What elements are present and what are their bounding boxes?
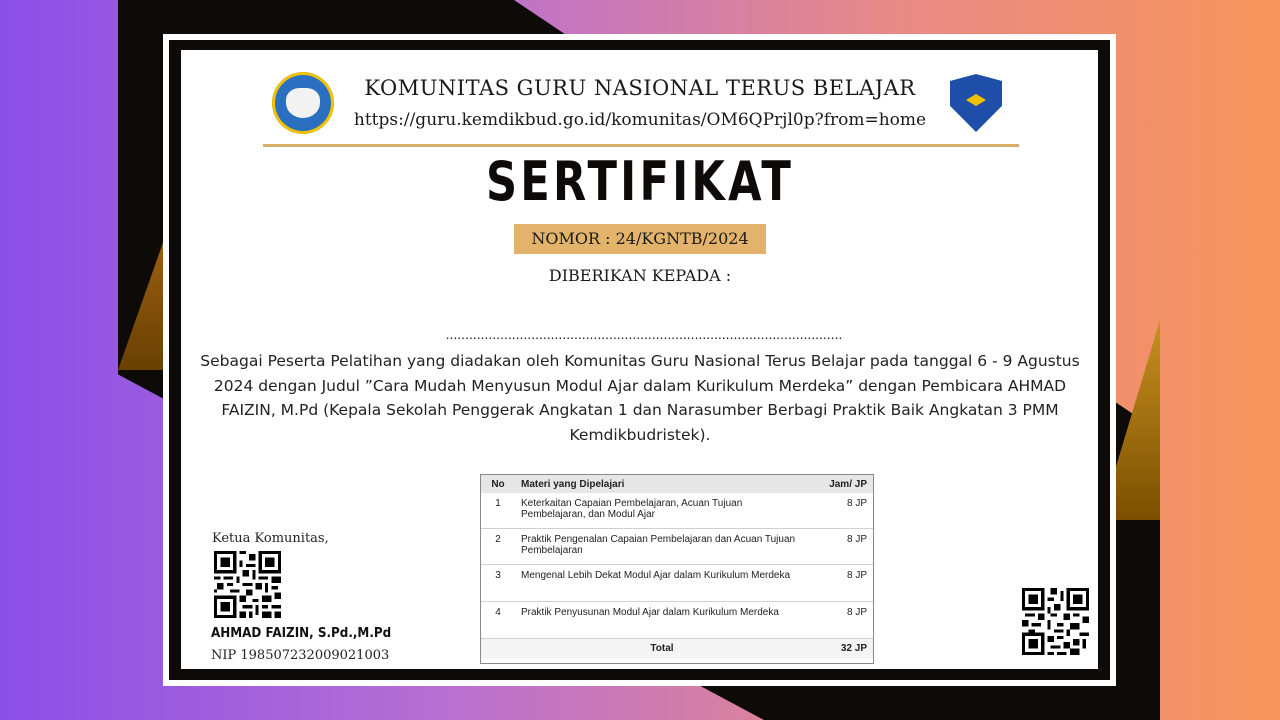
row-materi: Praktik Pengenalan Capaian Pembelajaran dan Acuan Tujuan Pembelajaran xyxy=(515,529,809,565)
total-value: 32 JP xyxy=(809,639,873,659)
row-no: 4 xyxy=(481,602,515,639)
table-row xyxy=(481,493,873,529)
certificate-title: SERTIFIKAT xyxy=(485,150,795,213)
header-jp: Jam/ JP xyxy=(809,475,873,493)
org-name: KOMUNITAS GURU NASIONAL TERUS BELAJAR xyxy=(364,76,916,100)
row-materi: Mengenal Lebih Dekat Modul Ajar dalam Kurikulum Merdeka xyxy=(515,565,809,602)
row-materi: Praktik Penyusunan Modul Ajar dalam Kurikulum Merdeka xyxy=(515,602,809,639)
qr-code-icon xyxy=(214,551,281,618)
row-jp: 8 JP xyxy=(809,602,873,639)
table-row xyxy=(481,602,873,639)
total-label: Total xyxy=(515,639,809,659)
row-jp: 8 JP xyxy=(809,529,873,565)
total-spacer xyxy=(481,639,515,659)
header-divider xyxy=(263,144,1019,147)
signer-nip: NIP 198507232009021003 xyxy=(211,648,390,663)
org-url: https://guru.kemdikbud.go.id/komunitas/OM6QPrjl0p?from=home xyxy=(353,110,927,130)
row-no: 2 xyxy=(481,529,515,565)
signer-name: AHMAD FAIZIN, S.Pd.,M.Pd xyxy=(211,626,392,641)
certificate-description: Sebagai Peserta Pelatihan yang diadakan oleh Komunitas Guru Nasional Terus Belajar pada tanggal 6 - 9 Agustus 2024 dengan Judul ”Cara Mudah Menyusun Modul Ajar dalam Kurikulum Merdeka” dengan Pembicara AHMAD FAIZIN, M.Pd (Kepala Sekolah Penggerak Angkatan 1 dan Narasumber Berbagi Praktik Baik Angkatan 3 PMM Kemdikbudristek). xyxy=(200,352,1080,444)
row-jp: 8 JP xyxy=(809,565,873,602)
header-materi: Materi yang Dipelajari xyxy=(515,475,809,493)
row-no: 3 xyxy=(481,565,515,602)
table-row xyxy=(481,565,873,602)
row-no: 1 xyxy=(481,493,515,529)
row-jp: 8 JP xyxy=(809,493,873,529)
table-row xyxy=(481,529,873,565)
certificate-number: NOMOR : 24/KGNTB/2024 xyxy=(514,224,766,254)
tut-wuri-handayani-logo-icon xyxy=(272,72,334,134)
materials-table xyxy=(480,474,874,664)
table-total-row xyxy=(481,639,873,659)
header-no: No xyxy=(481,475,515,493)
given-to-label: DIBERIKAN KEPADA : xyxy=(548,266,732,285)
signer-role: Ketua Komunitas, xyxy=(212,531,329,546)
table-header-row xyxy=(481,475,873,493)
row-materi: Keterkaitan Capaian Pembelajaran, Acuan Tujuan Pembelajaran, dan Modul Ajar xyxy=(515,493,809,529)
recipient-name-placeholder: ...................................................................................................... xyxy=(445,326,843,342)
qr-code-icon xyxy=(1022,588,1089,655)
